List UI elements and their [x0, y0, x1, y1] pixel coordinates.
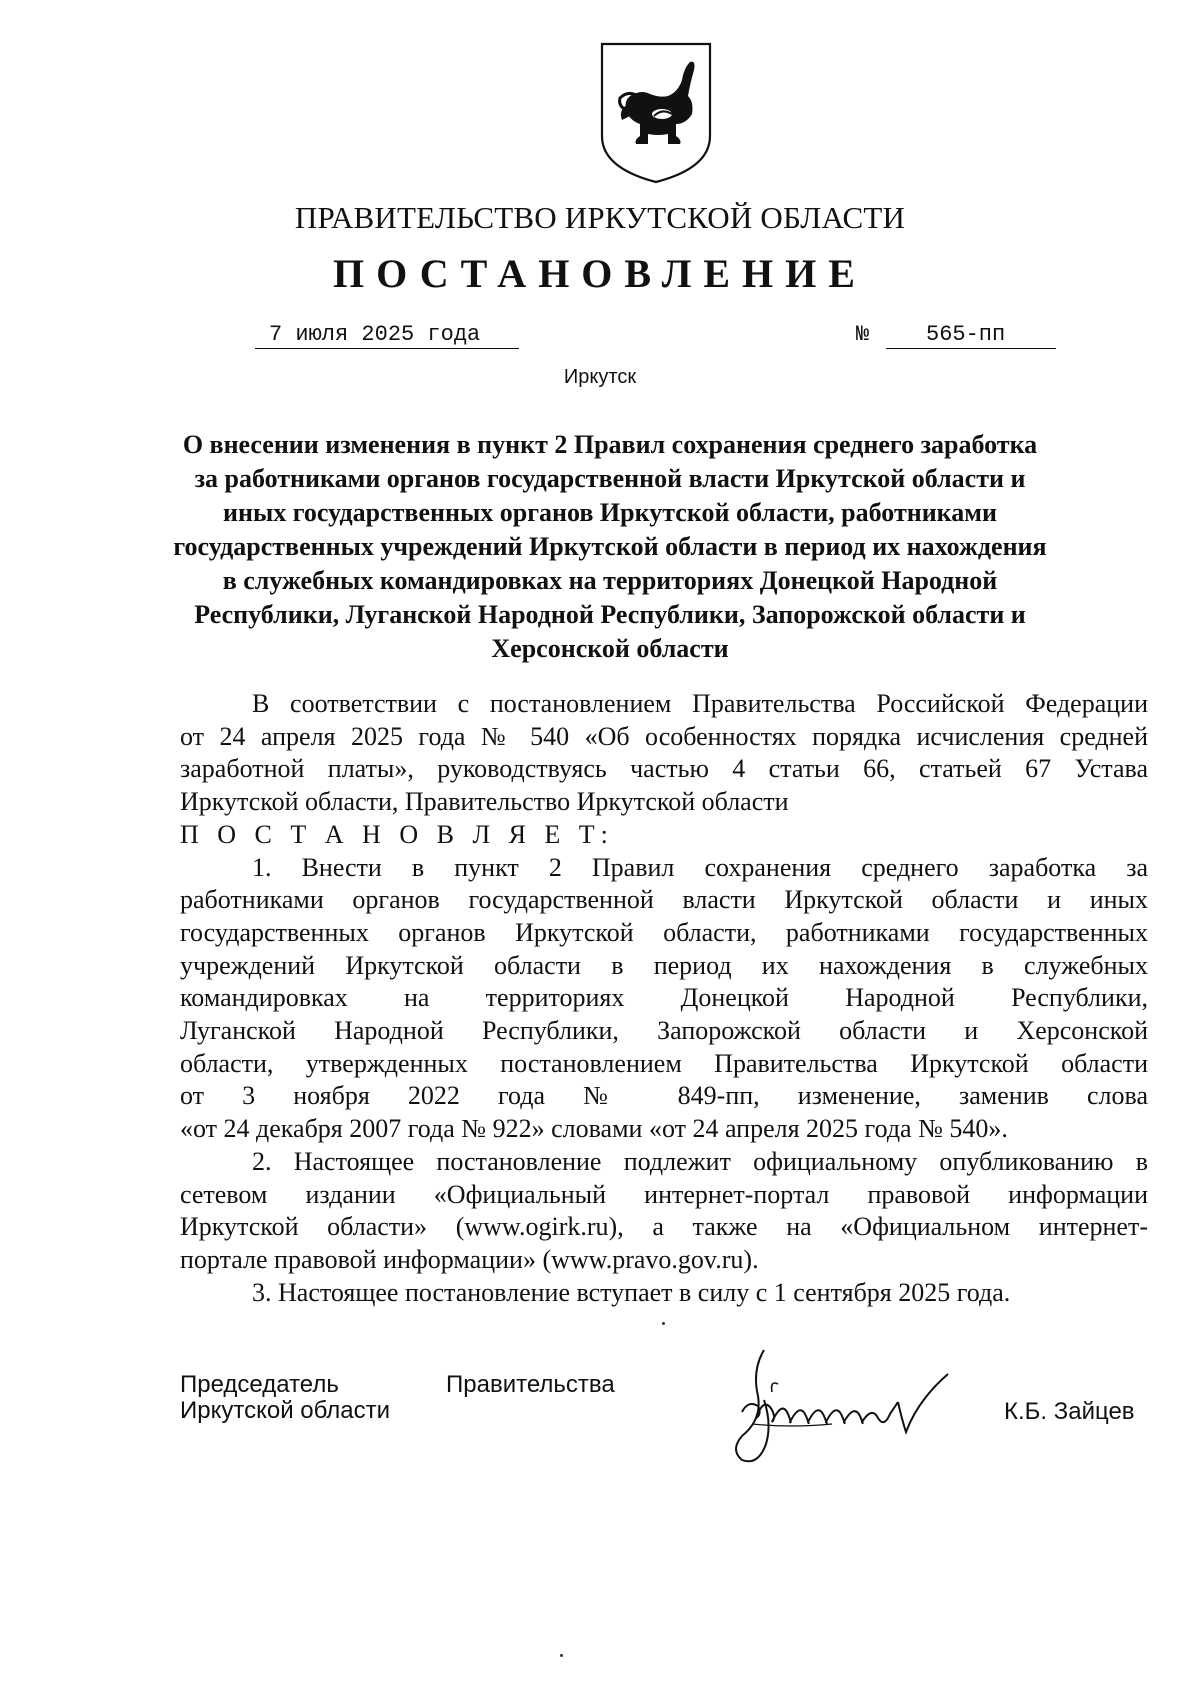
- signatory-title-line: Председатель: [180, 1371, 339, 1398]
- title-line: Херсонской области: [491, 634, 729, 663]
- item-2-line: 2. Настоящее постановление подлежит официальному опубликованию в: [252, 1146, 1148, 1176]
- coat-of-arms-icon: [598, 40, 714, 186]
- item-1-line: государственных органов Иркутской области, работниками государственных: [180, 917, 1148, 947]
- decree-number: 565-пп: [886, 322, 1056, 349]
- item-1-line: учреждений Иркутской области в период их нахождения в служебных: [180, 950, 1148, 980]
- title-line: иных государственных органов Иркутской области, работниками: [223, 498, 997, 527]
- item-1: [180, 852, 1148, 1146]
- item-2-line: Иркутской области» (www.ogirk.ru), а также на «Официальном интернет-: [180, 1212, 1148, 1242]
- item-1-line: «от 24 декабря 2007 года № 922» словами «от 24 апреля 2025 года № 540».: [180, 1114, 1008, 1144]
- title-line: Республики, Луганской Народной Республики, Запорожской области и: [194, 600, 1026, 629]
- preamble-line: Иркутской области, Правительство Иркутской области: [180, 787, 789, 817]
- document-type: ПОСТАНОВЛЕНИЕ: [333, 251, 867, 296]
- number-sign: №: [856, 322, 870, 347]
- title-line: в служебных командировках на территориях Донецкой Народной: [222, 566, 998, 595]
- item-1-line: Луганской Народной Республики, Запорожской области и Херсонской: [180, 1016, 1148, 1046]
- signatory-title-line: Иркутской области: [180, 1397, 391, 1424]
- scan-speck: [560, 1654, 563, 1657]
- title-line: за работниками органов государственной власти Иркутской области и: [194, 464, 1026, 493]
- item-1-line: 1. Внести в пункт 2 Правил сохранения среднего заработка за: [252, 852, 1148, 882]
- preamble-line: заработной платы», руководствуясь частью 4 статьи 66, статьей 67 Устава: [180, 754, 1148, 784]
- signatory-title: [180, 1372, 390, 1424]
- decree-title: [170, 428, 1050, 666]
- preamble-line: В соответствии с постановлением Правительства Российской Федерации: [252, 689, 1148, 718]
- title-line: О внесении изменения в пункт 2 Правил сохранения среднего заработка: [182, 430, 1038, 459]
- preamble-line: от 24 апреля 2025 года № 540 «Об особенностях порядка исчисления средней: [180, 721, 1148, 751]
- city: Иркутск: [563, 366, 637, 388]
- signatory-gov-word: Правительства: [446, 1371, 615, 1398]
- item-2-line: портале правовой информации» (www.pravo.gov.ru).: [180, 1244, 759, 1274]
- government-name: ПРАВИТЕЛЬСТВО ИРКУТСКОЙ ОБЛАСТИ: [294, 200, 906, 235]
- signatory-name: К.Б. Зайцев: [1004, 1398, 1135, 1425]
- preamble: [180, 688, 1148, 819]
- item-1-line: командировках на территориях Донецкой Народной Республики,: [180, 983, 1148, 1013]
- item-2-line: сетевом издании «Официальный интернет-портал правовой информации: [180, 1179, 1148, 1209]
- resolves-word: П О С Т А Н О В Л Я Е Т:: [180, 819, 614, 849]
- decree-body: [180, 688, 1148, 1309]
- item-1-line: области, утвержденных постановлением Правительства Иркутской области: [180, 1048, 1148, 1078]
- item-1-line: работниками органов государственной власти Иркутской области и иных: [180, 885, 1148, 915]
- item-2: [180, 1146, 1148, 1277]
- decree-date: 7 июля 2025 года: [255, 322, 519, 349]
- title-line: государственных учреждений Иркутской области в период их нахождения: [173, 532, 1047, 561]
- item-1-line: от 3 ноября 2022 года № 849-пп, изменение, заменив слова: [180, 1081, 1148, 1111]
- item-3: 3. Настоящее постановление вступает в силу с 1 сентября 2025 года.: [252, 1277, 1011, 1307]
- scan-speck: [662, 1322, 665, 1325]
- signature-image: [712, 1340, 992, 1470]
